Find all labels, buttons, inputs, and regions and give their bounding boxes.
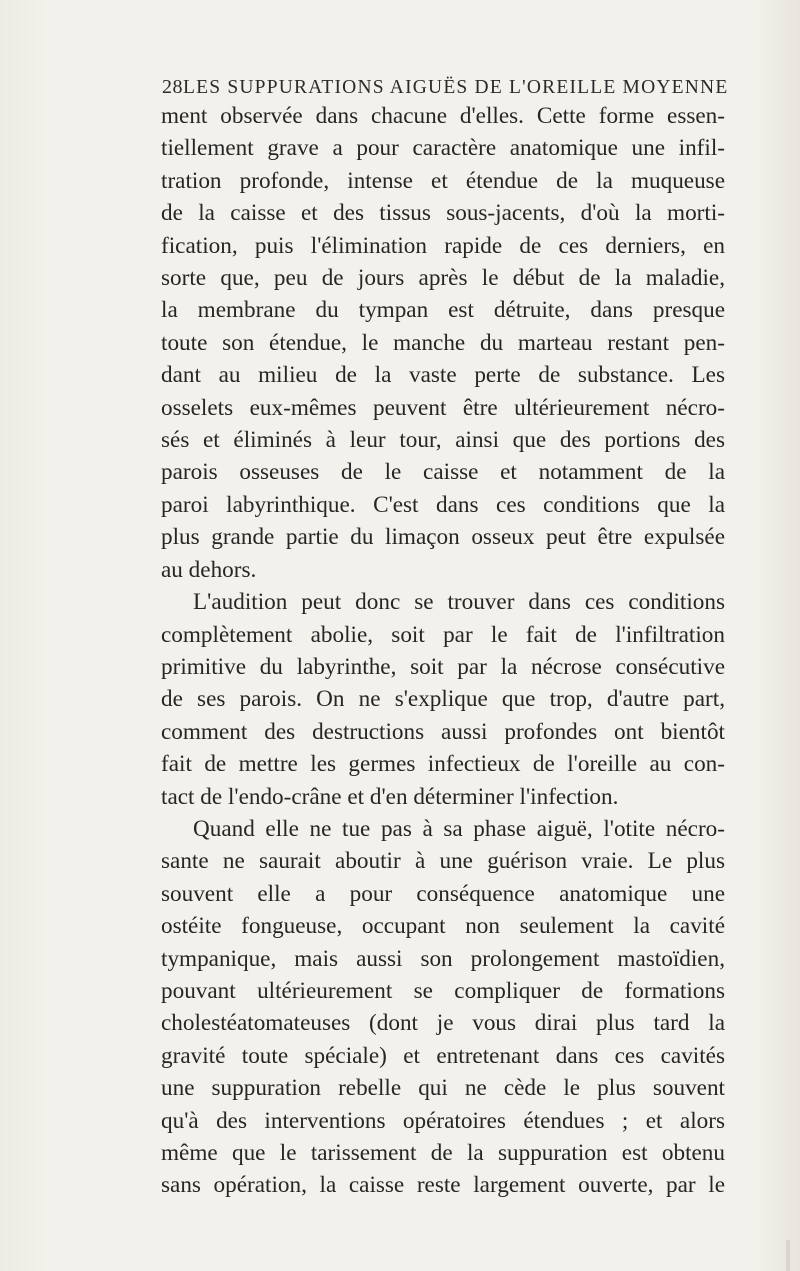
- paragraph-1: [161, 100, 725, 586]
- page-number: 28: [162, 76, 183, 98]
- text-line: même que le tarissement de la suppuration est obtenu: [161, 1140, 725, 1166]
- paragraph-2: [161, 586, 725, 813]
- page-edge-mark: [786, 1240, 790, 1271]
- text-line: une suppuration rebelle qui ne cède le plus souvent: [161, 1075, 725, 1102]
- text-line: parois osseuses de le caisse et notamment de la: [161, 459, 725, 486]
- text-line: de la caisse et des tissus sous-jacents, d'où la morti-: [161, 200, 725, 227]
- text-line: plus grande partie du limaçon osseux peut être expulsée: [161, 524, 725, 551]
- text-line: au dehors.: [161, 556, 257, 583]
- text-line: qu'à des interventions opératoires étendues ; et alors: [161, 1107, 725, 1134]
- text-line: sante ne saurait aboutir à une guérison vraie. Le plus: [161, 848, 725, 875]
- text-line: tact de l'endo-crâne et d'en déterminer l'infection.: [161, 783, 619, 810]
- text-line: sans opération, la caisse reste largement ouverte, par le: [161, 1172, 725, 1199]
- page-header: [162, 76, 729, 99]
- text-line: tration profonde, intense et étendue de la muqueuse: [161, 167, 725, 194]
- text-line: ment observée dans chacune d'elles. Cette forme essen-: [161, 103, 725, 129]
- text-line: toute son étendue, le manche du marteau restant pen-: [161, 329, 725, 356]
- text-line: dant au milieu de la vaste perte de substance. Les: [161, 362, 725, 389]
- text-line: paroi labyrinthique. C'est dans ces conditions que la: [161, 491, 725, 518]
- text-line: tiellement grave a pour caractère anatomique une infil-: [161, 135, 725, 162]
- text-line: tympanique, mais aussi son prolongement mastoïdien,: [161, 945, 725, 972]
- text-line: de ses parois. On ne s'explique que trop, d'autre part,: [161, 686, 725, 713]
- text-line: ostéite fongueuse, occupant non seulement la cavité: [161, 913, 725, 940]
- text-line: L'audition peut donc se trouver dans ces conditions: [193, 589, 725, 616]
- text-line: sorte que, peu de jours après le début de la maladie,: [161, 265, 725, 292]
- running-title: LES SUPPURATIONS AIGUËS DE L'OREILLE MOYENNE: [183, 77, 729, 98]
- paragraph-3: [161, 813, 725, 1202]
- text-line: cholestéatomateuses (dont je vous dirai plus tard la: [161, 1010, 725, 1037]
- text-line: pouvant ultérieurement se compliquer de formations: [161, 977, 725, 1004]
- text-line: sés et éliminés à leur tour, ainsi que des portions des: [161, 427, 725, 454]
- text-line: fication, puis l'élimination rapide de ces derniers, en: [161, 232, 725, 259]
- text-line: gravité toute spéciale) et entretenant dans ces cavités: [161, 1042, 725, 1069]
- text-line: souvent elle a pour conséquence anatomique une: [161, 880, 725, 907]
- text-line: comment des destructions aussi profondes ont bientôt: [161, 718, 725, 745]
- text-line: osselets eux-mêmes peuvent être ultérieurement nécro-: [161, 394, 725, 421]
- text-line: primitive du labyrinthe, soit par la nécrose consécutive: [161, 653, 725, 680]
- text-line: Quand elle ne tue pas à sa phase aiguë, l'otite nécro-: [193, 815, 725, 842]
- text-line: la membrane du tympan est détruite, dans presque: [161, 297, 725, 324]
- text-line: fait de mettre les germes infectieux de l'oreille au con-: [161, 751, 725, 778]
- body-text: [161, 100, 725, 1202]
- text-line: complètement abolie, soit par le fait de l'infiltration: [161, 621, 725, 648]
